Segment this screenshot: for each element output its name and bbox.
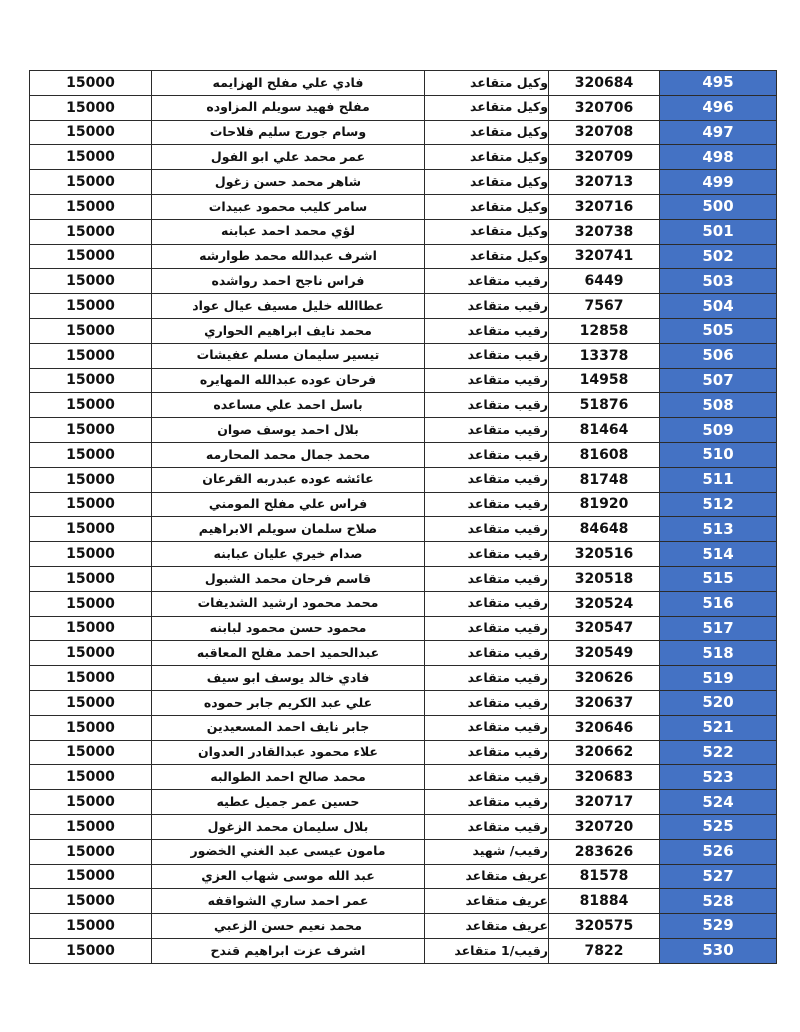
id-number-cell: 320713	[549, 170, 660, 195]
rank-cell: رقيب متقاعد	[425, 343, 549, 368]
name-cell: تيسير سليمان مسلم عفيشات	[152, 343, 425, 368]
rank-cell: رقيب/1 متقاعد	[425, 938, 549, 963]
amount-cell: 15000	[30, 393, 152, 418]
name-cell: حسين عمر جميل عطيه	[152, 790, 425, 815]
table-row	[30, 343, 777, 368]
rank-cell: رقيب متقاعد	[425, 690, 549, 715]
table-row	[30, 616, 777, 641]
table-row	[30, 790, 777, 815]
rank-cell: رقيب متقاعد	[425, 740, 549, 765]
rank-cell: رقيب متقاعد	[425, 814, 549, 839]
name-cell: بلال سليمان محمد الزغول	[152, 814, 425, 839]
id-number-cell: 320683	[549, 765, 660, 790]
name-cell: عمر محمد علي ابو الفول	[152, 145, 425, 170]
amount-cell: 15000	[30, 517, 152, 542]
amount-cell: 15000	[30, 666, 152, 691]
name-cell: وسام جورج سليم فلاحات	[152, 120, 425, 145]
amount-cell: 15000	[30, 864, 152, 889]
id-number-cell: 12858	[549, 318, 660, 343]
id-number-cell: 320738	[549, 219, 660, 244]
serial-number-cell: 530	[660, 938, 777, 963]
table-row	[30, 244, 777, 269]
table-row	[30, 467, 777, 492]
serial-number-cell: 507	[660, 368, 777, 393]
id-number-cell: 283626	[549, 839, 660, 864]
name-cell: فادي خالد يوسف ابو سيف	[152, 666, 425, 691]
table-row	[30, 145, 777, 170]
rank-cell: رقيب متقاعد	[425, 641, 549, 666]
id-number-cell: 320549	[549, 641, 660, 666]
serial-number-cell: 524	[660, 790, 777, 815]
name-cell: مامون عيسى عبد الغني الخضور	[152, 839, 425, 864]
amount-cell: 15000	[30, 170, 152, 195]
amount-cell: 15000	[30, 839, 152, 864]
table-row	[30, 591, 777, 616]
serial-number-cell: 501	[660, 219, 777, 244]
rank-cell: رقيب متقاعد	[425, 616, 549, 641]
name-cell: باسل احمد علي مساعده	[152, 393, 425, 418]
table-row	[30, 715, 777, 740]
rank-cell: رقيب متقاعد	[425, 393, 549, 418]
serial-number-cell: 505	[660, 318, 777, 343]
serial-number-cell: 512	[660, 492, 777, 517]
id-number-cell: 320646	[549, 715, 660, 740]
table-row	[30, 294, 777, 319]
rank-cell: رقيب/ شهيد	[425, 839, 549, 864]
name-cell: سامر كليب محمود عبيدات	[152, 194, 425, 219]
rank-cell: وكيل متقاعد	[425, 244, 549, 269]
rank-cell: وكيل متقاعد	[425, 120, 549, 145]
id-number-cell: 320708	[549, 120, 660, 145]
serial-number-cell: 503	[660, 269, 777, 294]
amount-cell: 15000	[30, 690, 152, 715]
id-number-cell: 7567	[549, 294, 660, 319]
id-number-cell: 7822	[549, 938, 660, 963]
id-number-cell: 320741	[549, 244, 660, 269]
name-cell: صدام خيري عليان عبابنه	[152, 542, 425, 567]
id-number-cell: 81608	[549, 442, 660, 467]
serial-number-cell: 499	[660, 170, 777, 195]
serial-number-cell: 504	[660, 294, 777, 319]
name-cell: صلاح سلمان سويلم الابراهيم	[152, 517, 425, 542]
amount-cell: 15000	[30, 442, 152, 467]
table-row	[30, 690, 777, 715]
id-number-cell: 320518	[549, 566, 660, 591]
id-number-cell: 320720	[549, 814, 660, 839]
table-row	[30, 517, 777, 542]
amount-cell: 15000	[30, 145, 152, 170]
amount-cell: 15000	[30, 914, 152, 939]
table-row	[30, 914, 777, 939]
amount-cell: 15000	[30, 368, 152, 393]
id-number-cell: 320662	[549, 740, 660, 765]
serial-number-cell: 515	[660, 566, 777, 591]
id-number-cell: 81884	[549, 889, 660, 914]
rank-cell: وكيل متقاعد	[425, 219, 549, 244]
serial-number-cell: 506	[660, 343, 777, 368]
name-cell: بلال احمد يوسف صوان	[152, 418, 425, 443]
name-cell: فادي علي مفلح الهزايمه	[152, 71, 425, 96]
amount-cell: 15000	[30, 120, 152, 145]
rank-cell: وكيل متقاعد	[425, 71, 549, 96]
id-number-cell: 81920	[549, 492, 660, 517]
name-cell: لؤي محمد احمد عبابنه	[152, 219, 425, 244]
table-row	[30, 269, 777, 294]
serial-number-cell: 529	[660, 914, 777, 939]
roster-table	[29, 70, 777, 964]
id-number-cell: 320524	[549, 591, 660, 616]
table-row	[30, 765, 777, 790]
name-cell: عمر احمد ساري الشواقفه	[152, 889, 425, 914]
table-row	[30, 566, 777, 591]
serial-number-cell: 500	[660, 194, 777, 219]
name-cell: عبد الله موسى شهاب العزي	[152, 864, 425, 889]
table-row	[30, 666, 777, 691]
id-number-cell: 81578	[549, 864, 660, 889]
amount-cell: 15000	[30, 244, 152, 269]
name-cell: مفلح فهيد سويلم المزاوده	[152, 95, 425, 120]
rank-cell: رقيب متقاعد	[425, 418, 549, 443]
rank-cell: وكيل متقاعد	[425, 145, 549, 170]
table-row	[30, 641, 777, 666]
serial-number-cell: 510	[660, 442, 777, 467]
amount-cell: 15000	[30, 790, 152, 815]
name-cell: اشرف عبدالله محمد طوارشه	[152, 244, 425, 269]
table-row	[30, 889, 777, 914]
name-cell: محمد صالح احمد الطوالبه	[152, 765, 425, 790]
serial-number-cell: 521	[660, 715, 777, 740]
id-number-cell: 320717	[549, 790, 660, 815]
rank-cell: عريف متقاعد	[425, 914, 549, 939]
serial-number-cell: 522	[660, 740, 777, 765]
amount-cell: 15000	[30, 542, 152, 567]
rank-cell: رقيب متقاعد	[425, 492, 549, 517]
serial-number-cell: 514	[660, 542, 777, 567]
amount-cell: 15000	[30, 740, 152, 765]
table-row	[30, 318, 777, 343]
name-cell: محمد جمال محمد المحارمه	[152, 442, 425, 467]
name-cell: جابر نايف احمد المسعيدين	[152, 715, 425, 740]
name-cell: عبدالحميد احمد مفلح المعاقبه	[152, 641, 425, 666]
table-row	[30, 492, 777, 517]
id-number-cell: 6449	[549, 269, 660, 294]
table-row	[30, 864, 777, 889]
name-cell: محمد نايف ابراهيم الحواري	[152, 318, 425, 343]
serial-number-cell: 520	[660, 690, 777, 715]
name-cell: عائشه عوده عبدربه القرعان	[152, 467, 425, 492]
serial-number-cell: 527	[660, 864, 777, 889]
id-number-cell: 81464	[549, 418, 660, 443]
amount-cell: 15000	[30, 219, 152, 244]
table-row	[30, 219, 777, 244]
amount-cell: 15000	[30, 492, 152, 517]
amount-cell: 15000	[30, 194, 152, 219]
name-cell: شاهر محمد حسن زغول	[152, 170, 425, 195]
rank-cell: رقيب متقاعد	[425, 666, 549, 691]
table-row	[30, 368, 777, 393]
amount-cell: 15000	[30, 71, 152, 96]
table-row	[30, 120, 777, 145]
id-number-cell: 14958	[549, 368, 660, 393]
id-number-cell: 320709	[549, 145, 660, 170]
rank-cell: رقيب متقاعد	[425, 591, 549, 616]
rank-cell: رقيب متقاعد	[425, 269, 549, 294]
serial-number-cell: 528	[660, 889, 777, 914]
serial-number-cell: 513	[660, 517, 777, 542]
table-row	[30, 95, 777, 120]
name-cell: علي عبد الكريم جابر حموده	[152, 690, 425, 715]
amount-cell: 15000	[30, 294, 152, 319]
amount-cell: 15000	[30, 765, 152, 790]
table-row	[30, 393, 777, 418]
serial-number-cell: 518	[660, 641, 777, 666]
serial-number-cell: 496	[660, 95, 777, 120]
table-row	[30, 194, 777, 219]
rank-cell: رقيب متقاعد	[425, 715, 549, 740]
rank-cell: وكيل متقاعد	[425, 194, 549, 219]
rank-cell: رقيب متقاعد	[425, 517, 549, 542]
id-number-cell: 320716	[549, 194, 660, 219]
rank-cell: رقيب متقاعد	[425, 294, 549, 319]
id-number-cell: 320547	[549, 616, 660, 641]
rank-cell: عريف متقاعد	[425, 889, 549, 914]
id-number-cell: 320626	[549, 666, 660, 691]
table-row	[30, 170, 777, 195]
serial-number-cell: 517	[660, 616, 777, 641]
roster-table-body	[30, 71, 777, 964]
amount-cell: 15000	[30, 889, 152, 914]
serial-number-cell: 525	[660, 814, 777, 839]
rank-cell: رقيب متقاعد	[425, 368, 549, 393]
amount-cell: 15000	[30, 418, 152, 443]
amount-cell: 15000	[30, 269, 152, 294]
serial-number-cell: 519	[660, 666, 777, 691]
id-number-cell: 13378	[549, 343, 660, 368]
serial-number-cell: 508	[660, 393, 777, 418]
rank-cell: رقيب متقاعد	[425, 566, 549, 591]
name-cell: محمد محمود ارشيد الشديفات	[152, 591, 425, 616]
serial-number-cell: 509	[660, 418, 777, 443]
amount-cell: 15000	[30, 715, 152, 740]
serial-number-cell: 516	[660, 591, 777, 616]
amount-cell: 15000	[30, 343, 152, 368]
table-row	[30, 740, 777, 765]
name-cell: اشرف عزت ابراهيم قندح	[152, 938, 425, 963]
rank-cell: رقيب متقاعد	[425, 765, 549, 790]
rank-cell: وكيل متقاعد	[425, 170, 549, 195]
id-number-cell: 320684	[549, 71, 660, 96]
name-cell: محمد نعيم حسن الزعبي	[152, 914, 425, 939]
table-row	[30, 442, 777, 467]
id-number-cell: 51876	[549, 393, 660, 418]
name-cell: فراس علي مفلح المومني	[152, 492, 425, 517]
amount-cell: 15000	[30, 467, 152, 492]
name-cell: فرحان عوده عبدالله المهايره	[152, 368, 425, 393]
rank-cell: رقيب متقاعد	[425, 467, 549, 492]
name-cell: قاسم فرحان محمد الشبول	[152, 566, 425, 591]
name-cell: علاء محمود عبدالقادر العدوان	[152, 740, 425, 765]
rank-cell: رقيب متقاعد	[425, 442, 549, 467]
name-cell: عطاالله خليل مسيف عيال عواد	[152, 294, 425, 319]
serial-number-cell: 495	[660, 71, 777, 96]
serial-number-cell: 523	[660, 765, 777, 790]
amount-cell: 15000	[30, 95, 152, 120]
id-number-cell: 320575	[549, 914, 660, 939]
rank-cell: وكيل متقاعد	[425, 95, 549, 120]
rank-cell: رقيب متقاعد	[425, 542, 549, 567]
name-cell: محمود حسن محمود لبابنه	[152, 616, 425, 641]
amount-cell: 15000	[30, 938, 152, 963]
serial-number-cell: 502	[660, 244, 777, 269]
id-number-cell: 320637	[549, 690, 660, 715]
id-number-cell: 320516	[549, 542, 660, 567]
table-row	[30, 71, 777, 96]
serial-number-cell: 526	[660, 839, 777, 864]
table-row	[30, 938, 777, 963]
table-row	[30, 839, 777, 864]
amount-cell: 15000	[30, 641, 152, 666]
amount-cell: 15000	[30, 566, 152, 591]
table-row	[30, 814, 777, 839]
table-row	[30, 542, 777, 567]
amount-cell: 15000	[30, 591, 152, 616]
id-number-cell: 320706	[549, 95, 660, 120]
rank-cell: رقيب متقاعد	[425, 318, 549, 343]
amount-cell: 15000	[30, 814, 152, 839]
table-row	[30, 418, 777, 443]
serial-number-cell: 511	[660, 467, 777, 492]
rank-cell: عريف متقاعد	[425, 864, 549, 889]
rank-cell: رقيب متقاعد	[425, 790, 549, 815]
serial-number-cell: 497	[660, 120, 777, 145]
id-number-cell: 81748	[549, 467, 660, 492]
id-number-cell: 84648	[549, 517, 660, 542]
amount-cell: 15000	[30, 318, 152, 343]
serial-number-cell: 498	[660, 145, 777, 170]
name-cell: فراس ناجح احمد رواشده	[152, 269, 425, 294]
amount-cell: 15000	[30, 616, 152, 641]
